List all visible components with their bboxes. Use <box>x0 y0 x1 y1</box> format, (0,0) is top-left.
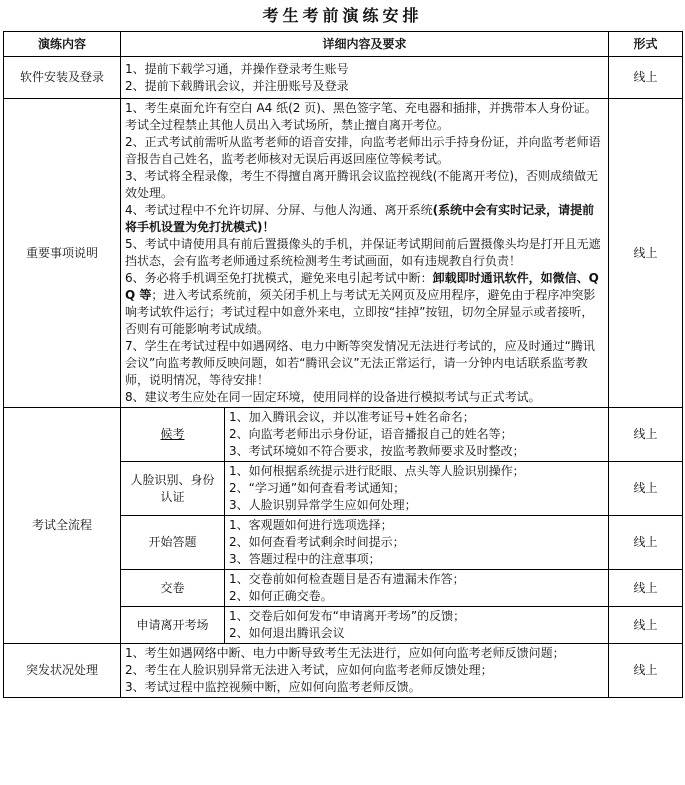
stage-name: 交卷 <box>121 570 225 607</box>
row-notice-name: 重要事项说明 <box>4 99 121 408</box>
page-title: 考生考前演练安排 <box>262 6 423 25</box>
row-notice-details <box>121 99 609 408</box>
stage-line: 1、客观题如何进行选项选择； <box>229 518 393 532</box>
stage-line: 3、答题过程中的注意事项； <box>229 552 381 566</box>
header-form: 形式 <box>609 32 683 57</box>
row-emergency-details <box>121 644 609 698</box>
stage-form: 线上 <box>609 570 683 607</box>
stage-line: 3、人脸识别异常学生应如何处理； <box>229 498 417 512</box>
stage-details <box>225 462 609 516</box>
row-process-name: 考试全流程 <box>4 408 121 644</box>
stage-line: 1、如何根据系统提示进行眨眼、点头等人脸识别操作； <box>229 464 525 478</box>
rehearsal-table <box>3 31 683 698</box>
row-software-details <box>121 57 609 99</box>
stage-details <box>225 570 609 607</box>
notice-item: 7、学生在考试过程中如遇网络、电力中断等突发情况无法进行考试的，应及时通过“腾讯会议”向监考教师反映问题，如若“腾讯会议”无法正常运行，请一分钟内电话联系监考教师，说明情况，等待安排！ <box>125 339 595 387</box>
stage-line: 1、交卷前如何检查题目是否有遗漏未作答； <box>229 572 465 586</box>
stage-name: 申请离开考场 <box>121 607 225 644</box>
notice-item-text: ；进入考试系统前，须关闭手机上与考试无关网页及应用程序，避免由于程序冲突影响考试软件运行；考试过程中如意外来电，立即按“挂掉”按钮，切勿全屏显示或者接听，否则有可能影响考试成绩。 <box>125 288 596 336</box>
notice-item: 5、考试中请使用具有前后置摄像头的手机，并保证考试期间前后置摄像头均是打开且无遮挡状态，会有监考老师通过系统检测考生考试画面，如有违规教自行负责！ <box>125 237 601 268</box>
header-content: 演练内容 <box>4 32 121 57</box>
notice-item-emphasis: 卸载即时通讯软件，如微信、QQ 等 <box>125 271 599 302</box>
notice-item: 8、建议考生应处在同一固定环境，使用同样的设备进行模拟考试与正式考试。 <box>125 390 541 404</box>
table-row <box>4 57 683 99</box>
software-line: 1、提前下载学习通，并操作登录考生账号 <box>125 61 349 76</box>
notice-item-text: 6、务必将手机调至免打扰模式，避免来电引起考试中断： <box>125 271 433 285</box>
row-notice-form: 线上 <box>609 99 683 408</box>
stage-name: 人脸识别、身份认证 <box>121 462 225 516</box>
emergency-line: 2、考生在人脸识别异常无法进入考试，应如何向监考老师反馈处理； <box>125 663 493 677</box>
stage-name <box>121 408 225 462</box>
notice-item-text: 4、考试过程中不允许切屏、分屏、与他人沟通、离开系统 <box>125 203 433 217</box>
stage-details <box>225 516 609 570</box>
table-row <box>4 99 683 408</box>
notice-item-emphasis: (系统中会有实时记录，请提前将手机设置为免打扰模式)！ <box>125 203 595 234</box>
stage-line: 2、“学习通”如何查看考试通知； <box>229 481 406 495</box>
row-software-form: 线上 <box>609 57 683 99</box>
stage-line: 1、交卷后如何发布“申请离开考场”的反馈； <box>229 609 466 623</box>
table-row <box>4 408 683 462</box>
stage-line: 2、如何查看考试剩余时间提示； <box>229 535 405 549</box>
row-emergency-form: 线上 <box>609 644 683 698</box>
stage-line: 2、如何退出腾讯会议 <box>229 626 345 640</box>
table-header-row <box>4 32 683 57</box>
stage-label: 候考 <box>160 427 185 441</box>
stage-line: 1、加入腾讯会议，并以准考证号+姓名命名； <box>229 410 475 424</box>
stage-line: 2、向监考老师出示身份证，语音播报自己的姓名等； <box>229 427 513 441</box>
stage-form: 线上 <box>609 516 683 570</box>
table-row <box>4 644 683 698</box>
row-software-name: 软件安装及登录 <box>4 57 121 99</box>
stage-form: 线上 <box>609 462 683 516</box>
notice-item <box>125 270 604 338</box>
row-emergency-name: 突发状况处理 <box>4 644 121 698</box>
stage-details <box>225 408 609 462</box>
emergency-line: 3、考试过程中监控视频中断，应如何向监考老师反馈。 <box>125 680 421 694</box>
notice-item: 2、正式考试前需听从监考老师的语音安排，向监考老师出示手持身份证，并向监考老师语音报告自己姓名，监考老师核对无误后再返回座位等候考试。 <box>125 135 601 166</box>
header-details: 详细内容及要求 <box>121 32 609 57</box>
notice-item: 3、考试将全程录像，考生不得擅自离开腾讯会议监控视线(不能离开考位)，否则成绩做无效处理。 <box>125 169 599 200</box>
software-line: 2、提前下载腾讯会议，并注册账号及登录 <box>125 78 349 93</box>
stage-line: 3、考试环境如不符合要求，按监考教师要求及时整改； <box>229 444 525 458</box>
stage-form: 线上 <box>609 408 683 462</box>
notice-item: 1、考生桌面允许有空白 A4 纸(2 页)、黑色签字笔、充电器和插排，并携带本人身份证。考试全过程禁止其他人员出入考试场所，禁止擅自离开考位。 <box>125 101 597 132</box>
notice-item <box>125 202 604 236</box>
stage-form: 线上 <box>609 607 683 644</box>
stage-details <box>225 607 609 644</box>
stage-line: 2、如何正确交卷。 <box>229 589 333 603</box>
stage-name: 开始答题 <box>121 516 225 570</box>
emergency-line: 1、考生如遇网络中断、电力中断导致考生无法进行，应如何向监考老师反馈问题； <box>125 646 565 660</box>
